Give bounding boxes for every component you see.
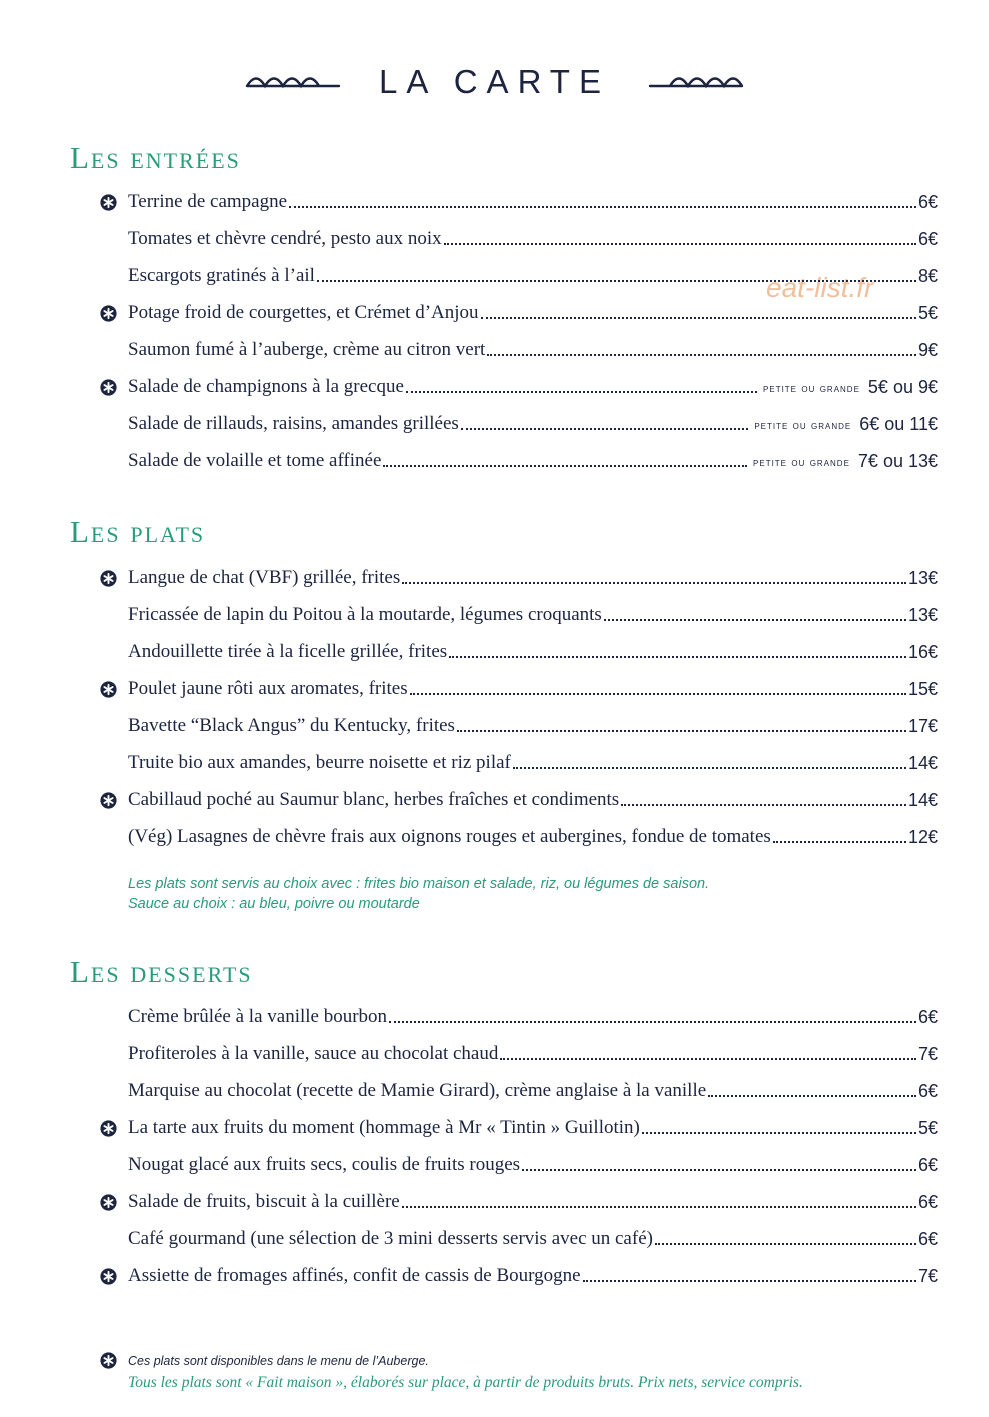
menu-item-line — [100, 715, 938, 743]
dotted-leader — [457, 729, 906, 732]
menu-item — [100, 219, 938, 256]
menu-item-price: 7€ ou 13€ — [857, 451, 938, 471]
menu-item-line — [100, 302, 938, 330]
menu-item-name: Tomates et chèvre cendré, pesto aux noix — [128, 228, 442, 249]
desserts-list — [100, 997, 938, 1293]
dotted-leader — [383, 464, 747, 467]
menu-item — [100, 997, 938, 1034]
menu-item-name: Bavette “Black Angus” du Kentucky, frites — [128, 715, 455, 736]
menu-item-line — [100, 228, 938, 256]
dotted-leader — [461, 427, 749, 430]
menu-item-line — [100, 339, 938, 367]
menu-item-name: Poulet jaune rôti aux aromates, frites — [128, 678, 408, 699]
menu-item-line — [100, 604, 938, 632]
section-title-entrees: Les entrées — [70, 140, 241, 175]
menu-item-line — [100, 789, 938, 817]
menu-item — [100, 293, 938, 330]
plats-note-sides: Les plats sont servis au choix avec : frites bio maison et salade, riz, ou légumes de saison. — [128, 876, 710, 892]
asterisk-bullet-icon — [100, 1268, 117, 1285]
menu-item-line — [100, 567, 938, 595]
menu-item-line — [100, 826, 938, 854]
menu-item — [100, 1182, 938, 1219]
plats-list — [100, 558, 938, 854]
menu-item-price: 16€ — [907, 642, 938, 662]
asterisk-bullet-icon — [100, 305, 117, 322]
watermark: eat-list.fr — [766, 272, 874, 303]
menu-item-price: 12€ — [907, 827, 938, 847]
menu-item-price: 6€ — [917, 1081, 938, 1101]
menu-item — [100, 1034, 938, 1071]
menu-item-line — [100, 678, 938, 706]
wave-ornament-left-icon — [245, 72, 341, 92]
menu-item-line — [100, 641, 938, 669]
wave-ornament-right-icon — [648, 72, 744, 92]
menu-item — [100, 669, 938, 706]
plats-note-sauce: Sauce au choix : au bleu, poivre ou moutarde — [128, 896, 420, 912]
asterisk-bullet-icon — [100, 379, 117, 396]
asterisk-bullet-icon — [100, 1194, 117, 1211]
menu-item-line — [100, 376, 938, 404]
dotted-leader — [583, 1279, 916, 1282]
dotted-leader — [481, 316, 916, 319]
dotted-leader — [513, 766, 906, 769]
menu-item-name: La tarte aux fruits du moment (hommage à Mr « Tintin » Guillotin) — [128, 1117, 640, 1138]
menu-item-name: Salade de champignons à la grecque — [128, 376, 404, 397]
dotted-leader — [522, 1168, 916, 1171]
menu-item-name: Café gourmand (une sélection de 3 mini desserts servis avec un café) — [128, 1228, 653, 1249]
menu-item-price: 14€ — [907, 790, 938, 810]
dotted-leader — [642, 1131, 916, 1134]
menu-item-name: Langue de chat (VBF) grillée, frites — [128, 567, 401, 588]
menu-item-line — [100, 1265, 938, 1293]
dotted-leader — [487, 353, 916, 356]
menu-item-name: Crème brûlée à la vanille bourbon — [128, 1006, 388, 1027]
menu-item-size-note: petite ou grande — [753, 455, 850, 469]
menu-item — [100, 558, 938, 595]
dotted-leader — [289, 205, 916, 208]
dotted-leader — [444, 242, 916, 245]
menu-item-price: 6€ — [917, 1192, 938, 1212]
dotted-leader — [402, 581, 906, 584]
asterisk-bullet-icon — [100, 681, 117, 698]
dotted-leader — [655, 1242, 916, 1245]
title-row — [0, 58, 989, 106]
asterisk-bullet-icon — [100, 792, 117, 809]
menu-item — [100, 182, 938, 219]
menu-item-price: 5€ — [917, 303, 938, 323]
menu-item-name: Saumon fumé à l’auberge, crème au citron vert — [128, 339, 486, 360]
menu-item-line — [100, 1191, 938, 1219]
menu-item-line — [100, 1228, 938, 1256]
menu-item-line — [100, 1154, 938, 1182]
menu-item-price: 13€ — [907, 605, 938, 625]
menu-item — [100, 1256, 938, 1293]
menu-item-size-note: petite ou grande — [763, 381, 860, 395]
menu-item-price: 6€ — [917, 1155, 938, 1175]
menu-item-price: 7€ — [917, 1266, 938, 1286]
menu-item-price: 6€ — [917, 1229, 938, 1249]
dotted-leader — [500, 1057, 916, 1060]
dotted-leader — [389, 1020, 916, 1023]
menu-item — [100, 367, 938, 404]
menu-item-name: Escargots gratinés à l’ail — [128, 265, 315, 286]
menu-item-size-note: petite ou grande — [754, 418, 852, 432]
footer-note: Tous les plats sont « Fait maison », élaborés sur place, à partir de produits bruts. Prix nets, service compris. — [128, 1374, 803, 1391]
menu-item-name: Salade de rillauds, raisins, amandes grillées — [128, 413, 459, 434]
dotted-leader — [621, 803, 906, 806]
asterisk-bullet-icon — [100, 194, 117, 211]
menu-item-price: 6€ — [917, 1007, 938, 1027]
menu-item — [100, 706, 938, 743]
menu-item-name: Andouillette tirée à la ficelle grillée, frites — [128, 641, 448, 662]
page-title: LA CARTE — [379, 63, 610, 100]
dotted-leader — [708, 1094, 916, 1097]
menu-item-line — [100, 191, 938, 219]
section-title-desserts: Les desserts — [70, 954, 253, 989]
menu-item — [100, 404, 938, 441]
menu-item — [100, 632, 938, 669]
menu-item — [100, 743, 938, 780]
menu-item-name: Profiteroles à la vanille, sauce au chocolat chaud — [128, 1043, 499, 1064]
menu-item — [100, 780, 938, 817]
menu-item — [100, 256, 938, 293]
menu-item-name: Fricassée de lapin du Poitou à la moutarde, légumes croquants — [128, 604, 602, 625]
menu-item-name: Nougat glacé aux fruits secs, coulis de fruits rouges — [128, 1154, 521, 1175]
menu-item-price: 9€ — [917, 340, 938, 360]
menu-item — [100, 330, 938, 367]
menu-item — [100, 441, 938, 478]
footer-legend-text: Ces plats sont disponibles dans le menu de l’Auberge. — [128, 1353, 429, 1368]
menu-item — [100, 1219, 938, 1256]
asterisk-bullet-icon — [100, 1352, 117, 1369]
menu-item-name: Truite bio aux amandes, beurre noisette et riz pilaf — [128, 752, 511, 773]
menu-item-price: 5€ — [917, 1118, 938, 1138]
menu-item-price: 5€ ou 9€ — [867, 377, 938, 397]
dotted-leader — [317, 279, 916, 282]
menu-item-name: Cabillaud poché au Saumur blanc, herbes fraîches et condiments — [128, 789, 620, 810]
menu-item-name: Terrine de campagne — [128, 191, 288, 212]
menu-item-price: 8€ — [917, 266, 938, 286]
dotted-leader — [604, 618, 906, 621]
footer-legend — [100, 1352, 429, 1369]
menu-item-name: Assiette de fromages affinés, confit de cassis de Bourgogne — [128, 1265, 581, 1286]
menu-item — [100, 1071, 938, 1108]
menu-item — [100, 1108, 938, 1145]
menu-item-line — [100, 752, 938, 780]
menu-item-price: 14€ — [907, 753, 938, 773]
menu-item-price: 17€ — [907, 716, 938, 736]
entrees-list — [100, 182, 938, 478]
menu-item-price: 15€ — [907, 679, 938, 699]
menu-item-line — [100, 265, 938, 293]
asterisk-bullet-icon — [100, 1120, 117, 1137]
menu-item-price: 7€ — [917, 1044, 938, 1064]
menu-item-line — [100, 1080, 938, 1108]
dotted-leader — [406, 390, 757, 393]
menu-item-line — [100, 1117, 938, 1145]
dotted-leader — [773, 840, 906, 843]
menu-item-name: Salade de fruits, biscuit à la cuillère — [128, 1191, 400, 1212]
menu-item-line — [100, 1043, 938, 1071]
menu-item-name: Potage froid de courgettes, et Crémet d’Anjou — [128, 302, 479, 323]
menu-item-line — [100, 450, 938, 478]
section-title-plats: Les plats — [70, 514, 206, 549]
menu-item-name: (Vég) Lasagnes de chèvre frais aux oignons rouges et aubergines, fondue de tomates — [128, 826, 771, 847]
menu-item-name: Salade de volaille et tome affinée — [128, 450, 382, 471]
dotted-leader — [410, 692, 906, 695]
menu-item-name: Marquise au chocolat (recette de Mamie Girard), crème anglaise à la vanille — [128, 1080, 707, 1101]
menu-item — [100, 595, 938, 632]
menu-item-price: 6€ — [917, 192, 938, 212]
menu-item-line — [100, 413, 938, 441]
asterisk-bullet-icon — [100, 570, 117, 587]
menu-item-price: 6€ — [917, 229, 938, 249]
menu-item-price: 13€ — [907, 568, 938, 588]
menu-item-price: 6€ ou 11€ — [859, 414, 938, 434]
dotted-leader — [402, 1205, 916, 1208]
dotted-leader — [449, 655, 906, 658]
menu-item — [100, 1145, 938, 1182]
menu-item-line — [100, 1006, 938, 1034]
menu-item — [100, 817, 938, 854]
